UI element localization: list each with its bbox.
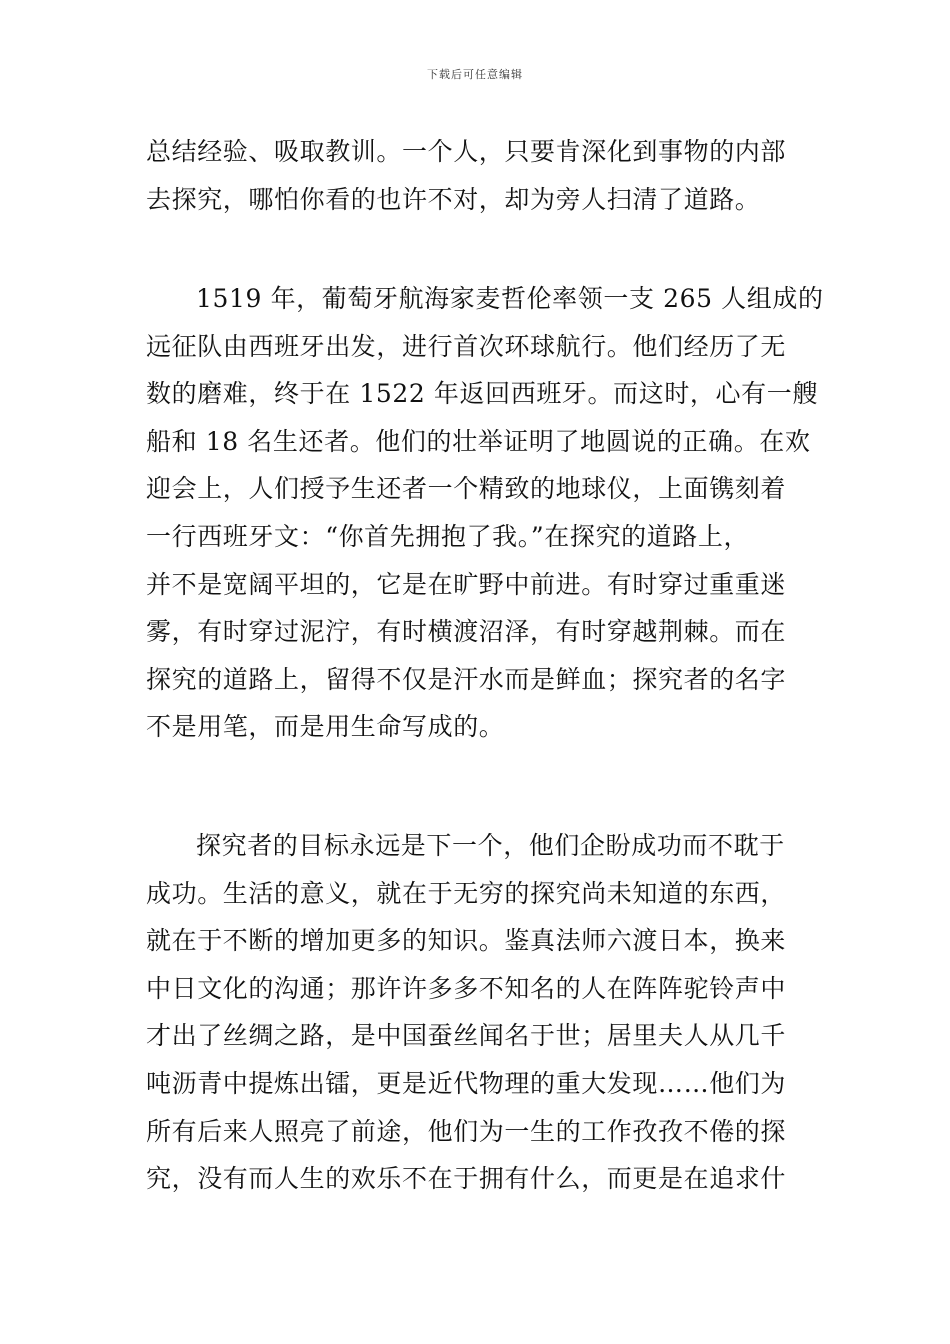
- text-line-first: 1519 年，葡萄牙航海家麦哲伦率领一支 265 人组成的: [196, 284, 824, 313]
- text-line: 中日文化的沟通；那许许多多不知名的人在阵阵驼铃声中: [146, 973, 787, 1003]
- text-line: 去探究，哪怕你看的也许不对，却为旁人扫清了道路。: [146, 184, 761, 214]
- text-line: 一行西班牙文：“你首先拥抱了我。”在探究的道路上，: [146, 521, 750, 551]
- text-line: 迎会上，人们授予生还者一个精致的地球仪，上面镌刻着: [146, 474, 787, 504]
- text-line-first: 探究者的目标永远是下一个，他们企盼成功而不耽于: [196, 831, 785, 860]
- text-line: 总结经验、吸取教训。一个人，只要肯深化到事物的内部: [146, 137, 787, 166]
- paragraph-1: [146, 128, 812, 223]
- text-line: 并不是宽阔平坦的，它是在旷野中前进。有时穿过重重迷: [146, 569, 787, 599]
- text-line: 吨沥青中提炼出镭，更是近代物理的重大发现……他们为: [146, 1068, 787, 1098]
- page-header-note: 下载后可任意编辑: [427, 68, 523, 81]
- paragraph-3: [146, 822, 812, 1203]
- text-line: 所有后来人照亮了前途，他们为一生的工作孜孜不倦的探: [146, 1116, 787, 1146]
- text-line: 就在于不断的增加更多的知识。鉴真法师六渡日本，换来: [146, 926, 787, 956]
- text-line: 船和 18 名生还者。他们的壮举证明了地圆说的正确。在欢: [146, 426, 811, 456]
- text-line: 究，没有而人生的欢乐不在于拥有什么，而更是在追求什: [146, 1164, 787, 1194]
- text-line: 远征队由西班牙出发，进行首次环球航行。他们经历了无: [146, 331, 787, 361]
- paragraph-2: [146, 275, 824, 751]
- text-line: 探究的道路上，留得不仅是汗水而是鲜血；探究者的名字: [146, 664, 787, 694]
- text-line: 不是用笔，而是用生命写成的。: [146, 712, 505, 742]
- text-line: 才出了丝绸之路，是中国蚕丝闻名于世；居里夫人从几千: [146, 1021, 787, 1051]
- text-line: 雾，有时穿过泥泞，有时横渡沼泽，有时穿越荆棘。而在: [146, 617, 787, 647]
- text-line: 成功。生活的意义，就在于无穷的探究尚未知道的东西，: [146, 878, 787, 908]
- text-line: 数的磨难，终于在 1522 年返回西班牙。而这时，心有一艘: [146, 379, 818, 409]
